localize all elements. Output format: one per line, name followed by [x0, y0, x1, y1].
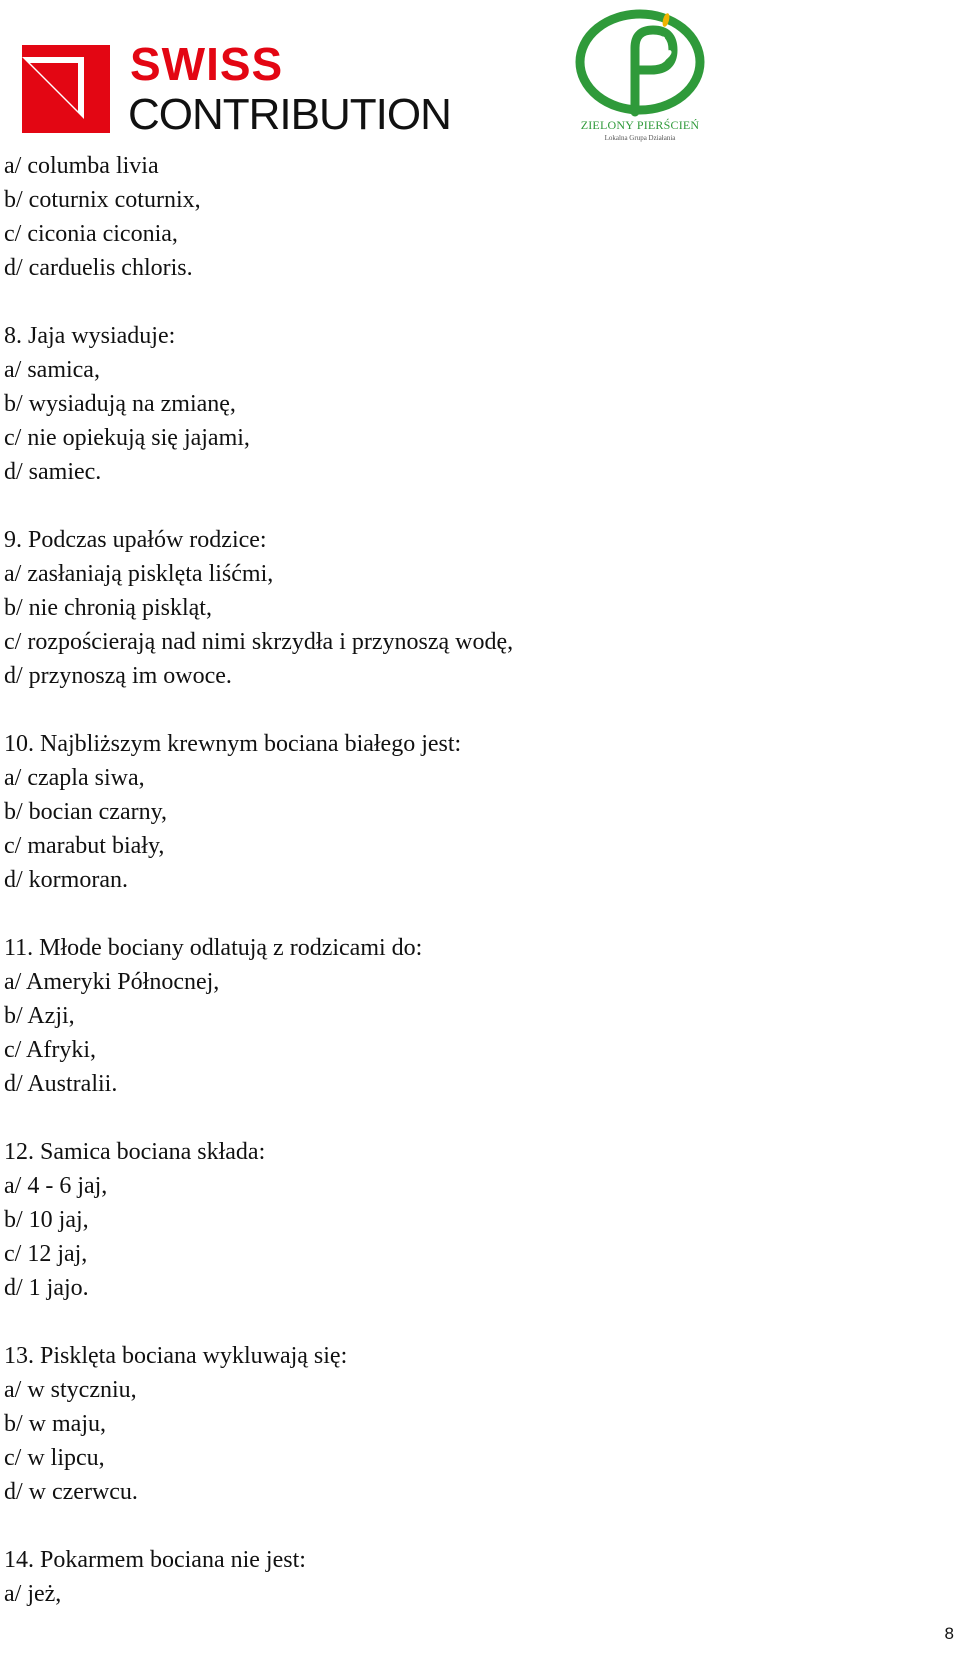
- answer-option: a/ w styczniu,: [4, 1377, 137, 1403]
- answer-option: c/ w lipcu,: [4, 1445, 105, 1471]
- swiss-contribution-logo: [22, 38, 462, 139]
- answer-option: b/ coturnix coturnix,: [4, 187, 201, 213]
- answer-option: b/ 10 jaj,: [4, 1207, 89, 1233]
- question-12-block: [4, 1135, 904, 1305]
- question-7-block: [4, 149, 904, 285]
- answer-option: c/ marabut biały,: [4, 833, 165, 859]
- question-text: 8. Jaja wysiaduje:: [4, 323, 176, 349]
- answer-option: d/ samiec.: [4, 459, 102, 485]
- answer-option: a/ czapla siwa,: [4, 765, 145, 791]
- swiss-logo-text: SWISS: [130, 38, 284, 90]
- answer-option: b/ Azji,: [4, 1003, 75, 1029]
- zielony-pierscien-logo-name: ZIELONY PIERŚCIEŃ: [580, 118, 700, 132]
- question-13-block: [4, 1339, 904, 1509]
- answer-option: d/ przynoszą im owoce.: [4, 663, 232, 689]
- answer-option: b/ w maju,: [4, 1411, 106, 1437]
- contribution-logo-text: CONTRIBUTION: [128, 90, 451, 139]
- answer-option: a/ zasłaniają pisklęta liśćmi,: [4, 561, 274, 587]
- question-10-block: [4, 727, 904, 897]
- answer-option: c/ Afryki,: [4, 1037, 96, 1063]
- question-text: 12. Samica bociana składa:: [4, 1139, 266, 1165]
- answer-option: d/ w czerwcu.: [4, 1479, 138, 1505]
- question-text: 9. Podczas upałów rodzice:: [4, 527, 267, 553]
- answer-option: c/ 12 jaj,: [4, 1241, 88, 1267]
- answer-option: a/ columba livia: [4, 153, 159, 179]
- answer-option: c/ rozpościerają nad nimi skrzydła i przynoszą wodę,: [4, 629, 514, 655]
- question-11-block: [4, 931, 904, 1101]
- question-9-block: [4, 523, 904, 693]
- question-8-block: [4, 319, 904, 489]
- answer-option: a/ samica,: [4, 357, 100, 383]
- answer-option: c/ nie opiekują się jajami,: [4, 425, 250, 451]
- quiz-content: [4, 149, 904, 1611]
- answer-option: a/ jeż,: [4, 1581, 62, 1607]
- swiss-flag-icon: [22, 45, 110, 133]
- question-text: 14. Pokarmem bociana nie jest:: [4, 1547, 306, 1573]
- answer-option: d/ carduelis chloris.: [4, 255, 193, 281]
- question-text: 10. Najbliższym krewnym bociana białego jest:: [4, 731, 462, 757]
- answer-option: a/ 4 - 6 jaj,: [4, 1173, 108, 1199]
- answer-option: b/ nie chronią piskląt,: [4, 595, 212, 621]
- question-text: 11. Młode bociany odlatują z rodzicami do:: [4, 935, 423, 961]
- zielony-pierscien-logo: [573, 8, 707, 148]
- answer-option: d/ 1 jajo.: [4, 1275, 89, 1301]
- answer-option: d/ kormoran.: [4, 867, 128, 893]
- question-14-block: [4, 1543, 904, 1611]
- leaf-emblem-icon: [573, 8, 707, 118]
- zielony-pierscien-logo-subtitle: Lokalna Grupa Działania: [604, 134, 676, 142]
- answer-option: c/ ciconia ciconia,: [4, 221, 178, 247]
- page-number: 8: [944, 1624, 954, 1643]
- question-text: 13. Pisklęta bociana wykluwają się:: [4, 1343, 348, 1369]
- answer-option: b/ bocian czarny,: [4, 799, 168, 825]
- answer-option: a/ Ameryki Północnej,: [4, 969, 220, 995]
- answer-option: d/ Australii.: [4, 1071, 118, 1097]
- answer-option: b/ wysiadują na zmianę,: [4, 391, 236, 417]
